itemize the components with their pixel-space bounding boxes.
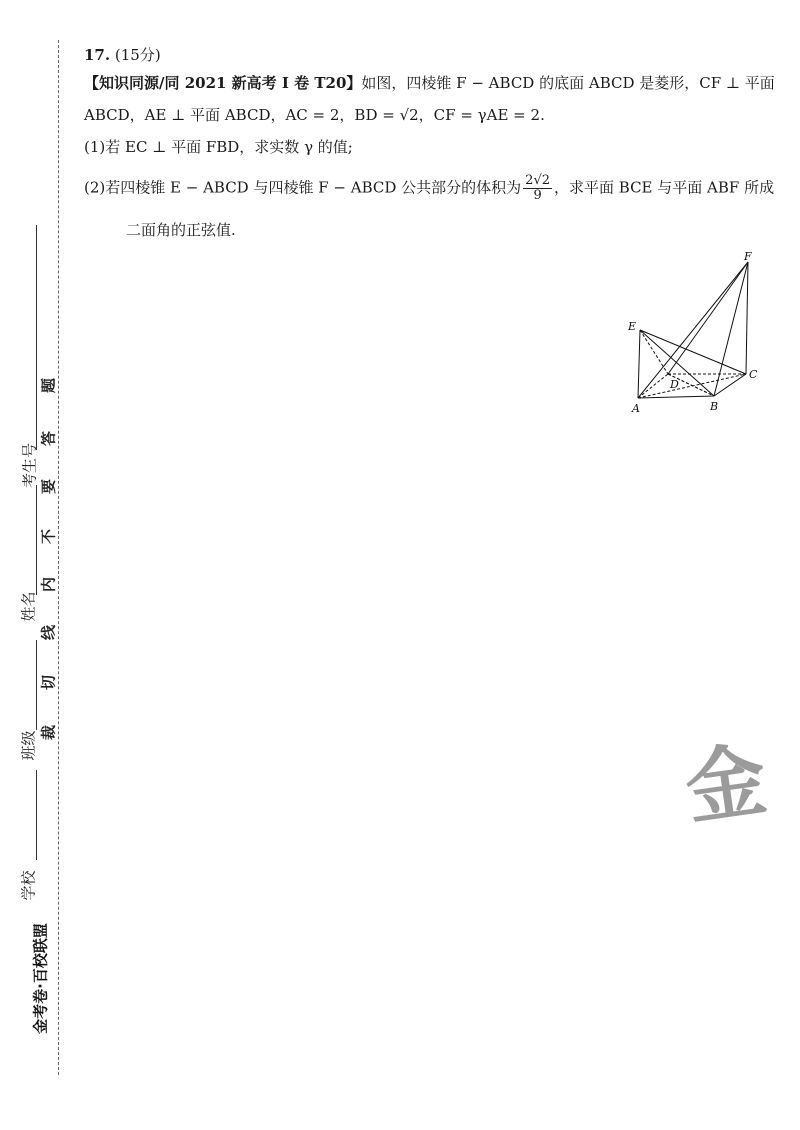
part1-text: (1)若 EC ⊥ 平面 FBD，求实数 γ 的值; [84, 138, 353, 156]
brand-label: 金考卷·百校联盟 [31, 923, 50, 1034]
source-tag: 【知识同源/同 2021 新高考 I 卷 T20】 [84, 74, 362, 92]
cut-char: 不 [39, 529, 58, 545]
fraction-denominator: 9 [533, 188, 542, 203]
point-F-label: F [744, 250, 752, 263]
stem-text-1: 如图，四棱锥 F − ABCD 的底面 ABCD 是菱形，CF ⊥ 平面 [361, 74, 775, 92]
stem-text-2: ABCD，AE ⊥ 平面 ABCD，AC = 2，BD = √2，CF = γAE = 2. [84, 106, 545, 124]
question-part2-cont [126, 219, 760, 241]
question-part1 [84, 136, 760, 158]
question-header [84, 44, 760, 66]
edge-AB [638, 396, 714, 398]
exam-no-label: 考生号 [20, 443, 39, 489]
cut-char: 要 [39, 479, 58, 495]
edge-EC [640, 330, 746, 374]
cut-char: 裁 [39, 725, 58, 741]
cut-char: 切 [39, 675, 58, 691]
cut-char: 答 [39, 431, 58, 447]
school-label: 学校 [19, 870, 38, 901]
question-number: 17. [84, 46, 111, 64]
point-A-label: A [632, 402, 640, 415]
edge-DF [668, 262, 748, 374]
question-part2 [84, 173, 775, 203]
school-line [36, 770, 37, 860]
name-label: 姓名 [19, 591, 38, 622]
edge-EA [638, 330, 640, 398]
cut-char: 内 [39, 577, 58, 593]
part2-text-after: ，求平面 BCE 与平面 ABF 所成 [554, 178, 775, 197]
point-B-label: B [710, 400, 719, 413]
part2-cont-text: 二面角的正弦值. [126, 221, 236, 239]
fraction-numerator: 2√2 [525, 173, 550, 188]
point-E-label: E [628, 320, 637, 333]
edge-ED [640, 330, 668, 374]
cut-char: 题 [39, 378, 58, 394]
volume-fraction [523, 174, 552, 203]
cut-char: 线 [39, 625, 58, 641]
point-D-label: D [670, 378, 679, 391]
exam-no-line [36, 225, 37, 450]
class-label: 班级 [19, 730, 38, 761]
question-stem-line1 [84, 72, 775, 94]
part2-text-before: (2)若四棱锥 E − ABCD 与四棱锥 F − ABCD 公共部分的体积为 [84, 178, 522, 197]
question-stem-line2 [84, 104, 760, 126]
question-points: (15分) [114, 46, 161, 64]
watermark-stamp: 金 [679, 732, 773, 837]
pyramid-diagram [620, 250, 770, 420]
binding-dashed-line [58, 40, 59, 1075]
edge-CF [746, 262, 748, 374]
pyramid-figure [620, 250, 770, 420]
point-C-label: C [749, 368, 758, 381]
